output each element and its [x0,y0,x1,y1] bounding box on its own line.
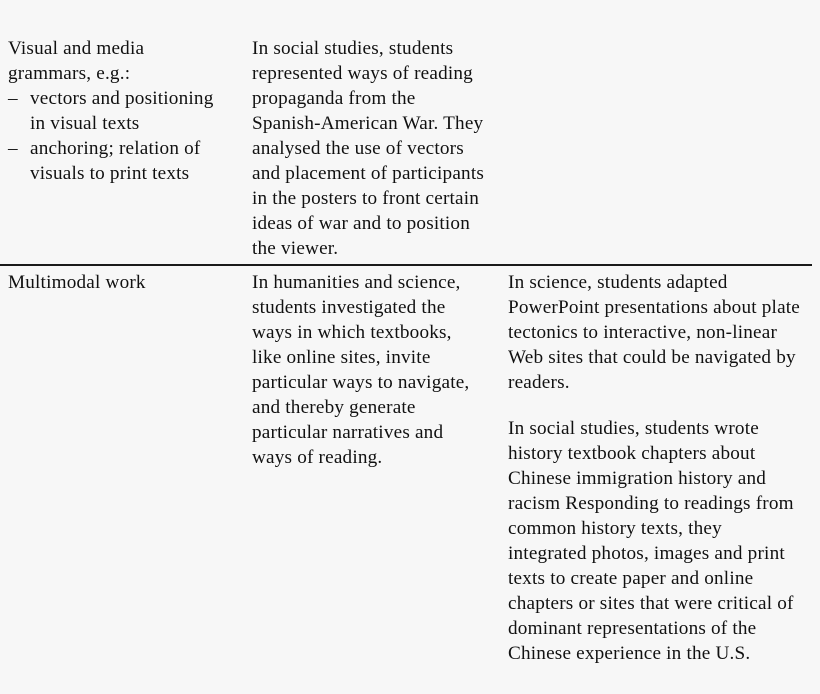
list-item-text: anchoring; relation of visuals to print texts [30,138,201,184]
example-paragraph: In humanities and science, students investigated the ways in which textbooks, like online sites, invite particular ways to navigate, and thereby generate particular narratives and ways of reading. [252,272,470,468]
list-item [8,86,232,136]
category-label: Visual and media grammars, e.g.: [8,38,145,84]
table-row [0,36,812,265]
example-paragraph: In social studies, students wrote history textbook chapters about Chinese immigration history and racism Responding to readings from common history texts, they integrated photos, images and print texts to create paper and online chapters or sites that were critical of dominant representations of the Chinese experience in the U.S. [508,418,794,664]
table-cell-example-right [498,265,812,676]
table-cell-example-middle [244,36,498,265]
list-item-text: vectors and positioning in visual texts [30,88,214,134]
example-paragraph: In science, students adapted PowerPoint presentations about plate tectonics to interactive, non-linear Web sites that could be navigated by readers. [508,272,801,393]
example-paragraph: In social studies, students represented ways of reading propaganda from the Spanish-American War. They analysed the use of vectors and placement of participants in the posters to front certain ideas of war and to position the viewer. [252,38,484,259]
table-cell-category [0,265,244,676]
table-cell-example-right [498,36,812,265]
list-item [8,136,232,186]
dash-bullet-icon: – [8,88,18,109]
dash-bullet-icon: – [8,138,18,159]
table-cell-category [0,36,244,265]
table-cell-example-middle [244,265,498,676]
category-bullet-list [8,86,232,186]
multimodal-literacies-table [0,36,812,676]
table-row [0,265,812,676]
category-label: Multimodal work [8,272,146,293]
empty-cell-content [498,36,812,37]
